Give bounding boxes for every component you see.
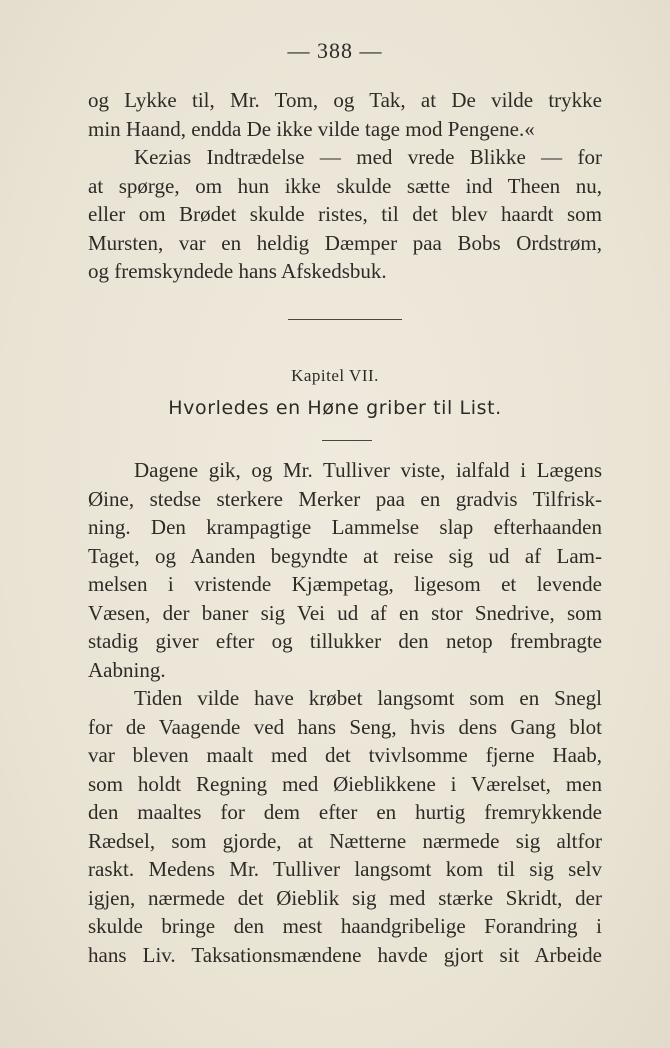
text-line: hans Liv. Taksationsmændene havde gjort sit Arbeide — [88, 942, 602, 967]
text-line: var bleven maalt med det tvivlsomme fjerne Haab, — [88, 743, 602, 767]
text-line: Kezias Indtrædelse — med vrede Blikke — for — [134, 145, 602, 169]
text-line: for de Vaagende ved hans Seng, hvis dens Gang blot — [88, 714, 602, 739]
text-line: skulde bringe den mest haandgribelige Forandring i — [88, 914, 602, 938]
text-line: Aabning. — [88, 657, 166, 682]
chapter-title: Hvorledes en Høne griber til List. — [168, 397, 502, 419]
text-line: og Lykke til, Mr. Tom, og Tak, at De vilde trykke — [88, 88, 602, 112]
text-line: stadig giver efter og tillukker den netop frembragte — [88, 629, 602, 653]
text-line: Væsen, der baner sig Vei ud af en stor Snedrive, som — [88, 600, 602, 625]
text-line: Mursten, var en heldig Dæmper paa Bobs Ordstrøm, — [88, 230, 602, 255]
top-paragraphs — [88, 86, 602, 286]
text-line: Øine, stedse sterkere Merker paa en gradvis Tilfrisk- — [88, 486, 602, 511]
text-line: eller om Brødet skulde ristes, til det blev haardt som — [88, 202, 602, 226]
chapter-label: Kapitel VII. — [291, 366, 379, 385]
text-line: Tiden vilde have krøbet langsomt som en Snegl — [134, 686, 602, 710]
text-line: at spørge, om hun ikke skulde sætte ind Theen nu, — [88, 173, 602, 198]
text-line: Dagene gik, og Mr. Tulliver viste, ialfald i Lægens — [134, 458, 602, 482]
text-line: min Haand, endda De ikke vilde tage mod Pengene.« — [88, 116, 535, 141]
page-number: — 388 — — [287, 38, 383, 63]
chapter-paragraphs — [88, 456, 602, 969]
title-divider — [322, 440, 372, 441]
text-line: ning. Den krampagtige Lammelse slap efterhaanden — [88, 515, 602, 539]
text-line: igjen, nærmede det Øieblik sig med stærke Skridt, der — [88, 885, 602, 910]
text-line: den maaltes for dem efter en hurtig fremrykkende — [88, 800, 602, 824]
text-line: som holdt Regning med Øieblikkene i Værelset, men — [88, 771, 602, 796]
text-line: og fremskyndede hans Afskedsbuk. — [88, 259, 387, 283]
text-line: raskt. Medens Mr. Tulliver langsomt kom til sig selv — [88, 857, 602, 881]
text-line: Rædsel, som gjorde, at Nætterne nærmede sig altfor — [88, 828, 602, 853]
text-line: melsen i vristende Kjæmpetag, ligesom et levende — [88, 572, 602, 596]
text-line: Taget, og Aanden begyndte at reise sig ud af Lam- — [88, 543, 602, 568]
section-divider — [288, 319, 402, 320]
